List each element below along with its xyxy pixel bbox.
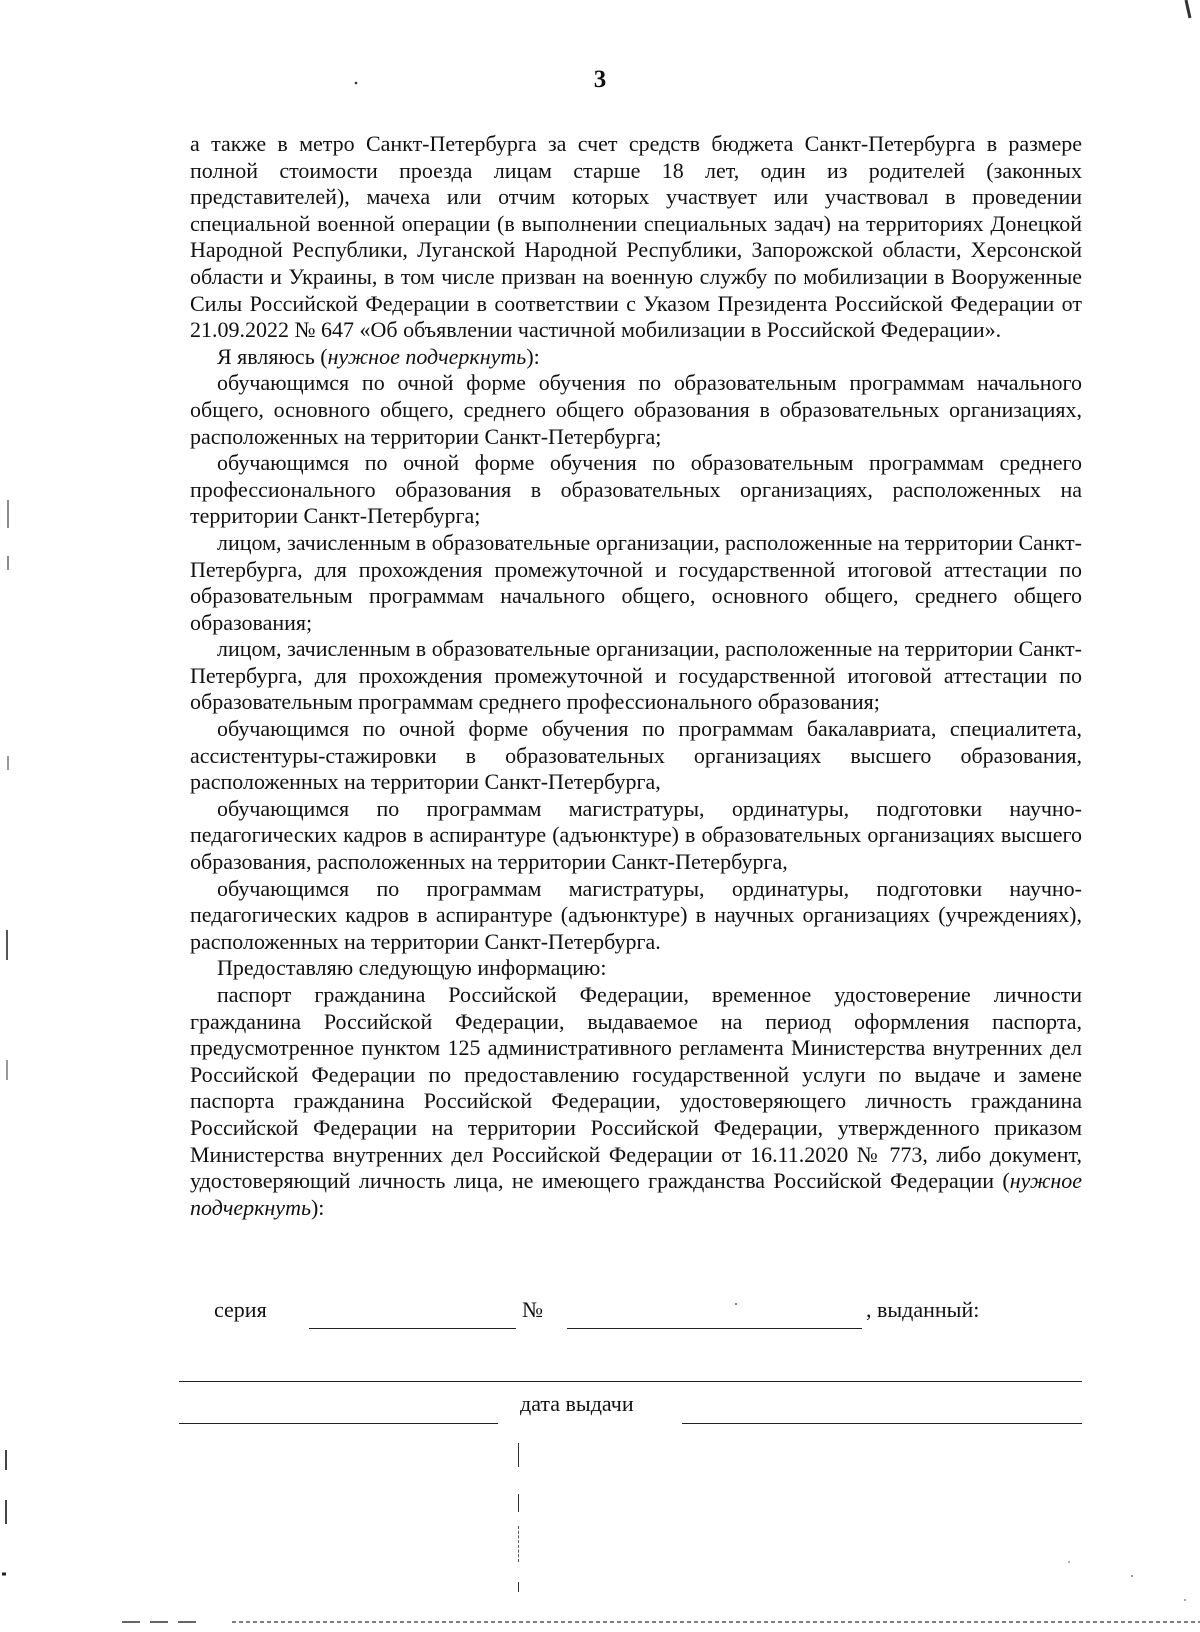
option-attestation-general: лицом, зачисленным в образовательные организации, расположенные на территории Санкт-Петербурга, для прохождения промежуточной и государственной итоговой аттестации по образовательным программам начального общего, основного общего, среднего общего образования; [190, 529, 1082, 635]
number-field[interactable] [567, 1328, 862, 1329]
date-label: дата выдачи [520, 1391, 634, 1416]
scan-vertical-mark [518, 1526, 519, 1562]
document-body [190, 131, 1082, 1221]
number-label: № [522, 1297, 543, 1322]
issued-label: , выданный: [866, 1297, 980, 1322]
page-number: 3 [593, 66, 607, 93]
issued-by-field[interactable] [179, 1381, 1082, 1382]
paragraph-i-am [190, 344, 1082, 371]
scan-vertical-mark [518, 1494, 519, 1512]
italic-note: нужное подчеркнуть [190, 1168, 1082, 1220]
option-master-research: обучающимся по программам магистратуры, ординатуры, подготовки научно-педагогических кадров в аспирантуре (адъюнктуре) в научных организациях (учреждениях), расположенных на территории Санкт-Петербурга. [190, 875, 1082, 954]
series-field[interactable] [309, 1328, 516, 1329]
scan-vertical-mark [518, 1443, 519, 1467]
option-secondary-professional: обучающимся по очной форме обучения по образовательным программам среднего профессионального образования в образовательных организациях, расположенных на территории Санкт-Петербурга; [190, 450, 1082, 529]
paragraph-passport [190, 982, 1082, 1221]
option-master-universities: обучающимся по программам магистратуры, ординатуры, подготовки научно-педагогических кадров в аспирантуре (адъюнктуре) в образовательных организациях высшего образования, расположенных на территории Санкт-Петербурга, [190, 795, 1082, 875]
option-bachelor: обучающимся по очной форме обучения по программам бакалавриата, специалитета, ассистентуры-стажировки в образовательных организациях высшего образования, расположенных на территории Санкт-Петербурга, [190, 716, 1082, 795]
date-field[interactable] [682, 1423, 1082, 1424]
text-segment: ): [526, 343, 540, 369]
option-attestation-professional: лицом, зачисленным в образовательные организации, расположенные на территории Санкт-Петербурга, для прохождения промежуточной и государственной итоговой аттестации по образовательным программам среднего профессионального образования; [190, 636, 1082, 715]
text-segment: ): [310, 1194, 325, 1220]
text-segment: Я являюсь ( [217, 343, 328, 369]
paragraph-provide-info: Предоставляю следующую информацию: [217, 955, 607, 981]
scan-vertical-mark [518, 1582, 519, 1592]
text-segment: паспорт гражданина Российской Федерации, временное удостоверение личности гражданина Российской Федерации, выдаваемое на период оформления паспорта, предусмотренное пунктом 125 административного регламента Министерства внутренних дел Российской Федерации по предоставлению государственной услуги по выдаче и замене паспорта гражданина Российской Федерации, удостоверяющего личность гражданина Российской Федерации на территории Российской Федерации, утвержденного приказом Министерства внутренних дел Российской Федерации от 16.11.2020 № 773, либо документ, удостоверяющий личность лица, не имеющего гражданства Российской Федерации ( [190, 982, 1082, 1194]
italic-note: нужное подчеркнуть [327, 343, 527, 369]
series-label: серия [214, 1297, 267, 1322]
extra-line-field[interactable] [179, 1423, 498, 1424]
paragraph-intro: а также в метро Санкт-Петербурга за счет средств бюджета Санкт-Петербурга в размере полной стоимости проезда лицам старше 18 лет, один из родителей (законных представителей), мачеха или отчим которых участвует или участвовал в проведении специальной военной операции (в выполнении специальных задач) на территориях Донецкой Народной Республики, Луганской Народной Республики, Запорожской области, Херсонской области и Украины, в том числе призван на военную службу по мобилизации в Вооруженные Силы Российской Федерации в соответствии с Указом Президента Российской Федерации от 21.09.2022 № 647 «Об объявлении частичной мобилизации в Российской Федерации». [190, 131, 1082, 343]
option-general-education: обучающимся по очной форме обучения по образовательным программам начального общего, основного общего, среднего общего образования в образовательных организациях, расположенных на территории Санкт-Петербурга; [190, 370, 1082, 449]
